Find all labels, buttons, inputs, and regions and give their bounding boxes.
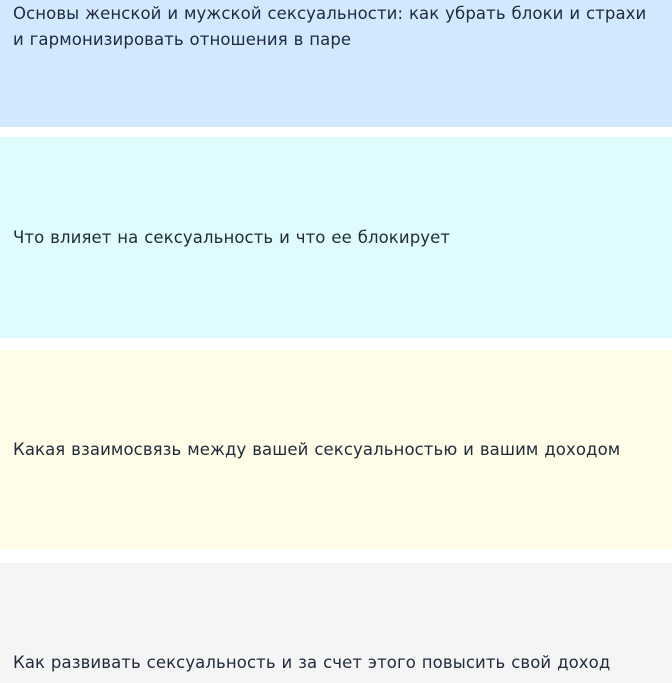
topic-card-title: Что влияет на сексуальность и что ее блокирует: [13, 227, 451, 247]
topic-card-title: Как развивать сексуальность и за счет этого повысить свой доход: [13, 653, 611, 672]
topic-card-sexuality-basics: [0, 0, 672, 127]
topic-card-title: Какая взаимосвязь между вашей сексуальностью и вашим доходом: [13, 439, 621, 459]
topic-card-develop-sexuality: [0, 563, 672, 683]
topic-card-influences: [0, 137, 672, 338]
topic-card-income-link: [0, 350, 672, 549]
topic-card-title: Основы женской и мужской сексуальности: как убрать блоки и страхи и гармонизировать отношения в паре: [13, 4, 647, 49]
